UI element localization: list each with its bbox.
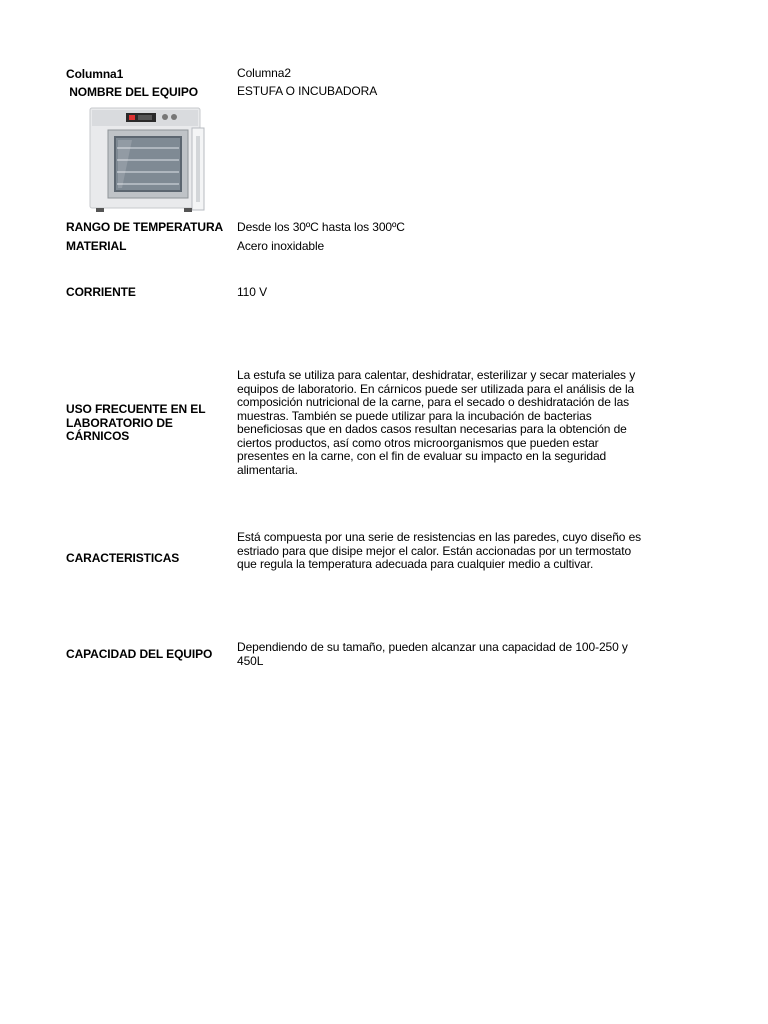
value-material: Acero inoxidable [237, 239, 325, 253]
value-caracteristicas: Está compuesta por una serie de resistencias en las paredes, cuyo diseño es estriado para que disipe mejor el calor. Están accionadas por un termostato que regula la temperatura adecuada para cualquier medio a cultivar. [237, 530, 642, 571]
value-nombre-equipo: ESTUFA O INCUBADORA [237, 84, 378, 98]
column1-header: Columna1 [66, 67, 124, 81]
incubator-oven-image [88, 106, 210, 214]
label-caracteristicas: CARACTERISTICAS [66, 551, 180, 565]
label-material: MATERIAL [66, 239, 127, 253]
label-capacidad-equipo: CAPACIDAD DEL EQUIPO [66, 647, 213, 661]
label-corriente: CORRIENTE [66, 285, 136, 299]
label-uso-frecuente: USO FRECUENTE EN EL LABORATORIO DE CÁRNICOS [66, 402, 206, 443]
label-nombre-equipo: NOMBRE DEL EQUIPO [66, 85, 198, 99]
value-corriente: 110 V [237, 285, 267, 299]
column2-header: Columna2 [237, 66, 291, 80]
value-capacidad-equipo: Dependiendo de su tamaño, pueden alcanzar una capacidad de 100-250 y 450L [237, 640, 628, 668]
value-rango-temperatura: Desde los 30ºC hasta los 300ºC [237, 220, 405, 234]
value-uso-frecuente: La estufa se utiliza para calentar, deshidratar, esterilizar y secar materiales y equipos de laboratorio. En cárnicos puede ser utilizada para el análisis de la composición nutricional de la carne, para el secado o deshidratación de las muestras. También se puede utilizar para la incubación de bacterias beneficiosas que en dados casos resultan necesarias para la obtención de ciertos productos, así como otros microorganismos que pueden estar presentes en la carne, con el fin de evaluar su impacto en la seguridad alimentaria. [237, 368, 636, 477]
label-rango-temperatura: RANGO DE TEMPERATURA [66, 220, 224, 234]
